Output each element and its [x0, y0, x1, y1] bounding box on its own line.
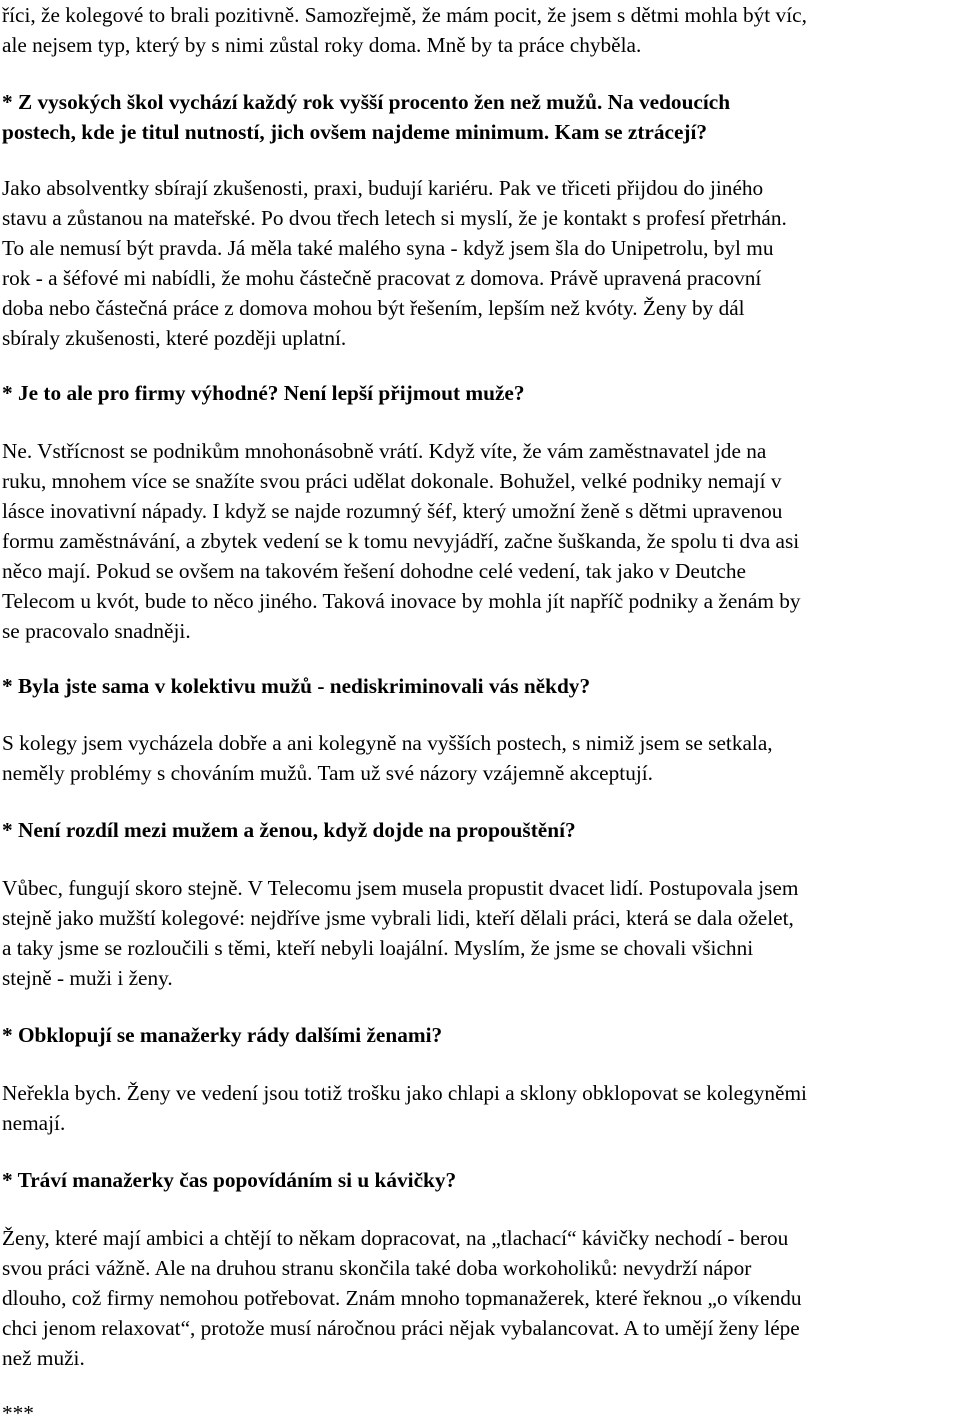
paragraph-intro-line-1: říci, že kolegové to brali pozitivně. Samozřejmě, že mám pocit, že jsem s dětmi mohla být víc, — [2, 3, 807, 27]
answer-1-line-4: rok - a šéfové mi nabídli, že mohu částečně pracovat z domova. Právě upravená pracovní — [2, 266, 762, 290]
answer-5-line-2: nemají. — [2, 1111, 66, 1135]
answer-6-line-3: dlouho, což firmy nemohou potřebovat. Znám mnoho topmanažerek, které řeknou „o víkendu — [2, 1286, 802, 1310]
answer-6-line-2: svou práci vážně. Ale na druhou stranu skončila také doba workoholiků: nevydrží nápor — [2, 1256, 752, 1280]
answer-1-line-1: Jako absolventky sbírají zkušenosti, praxi, budují kariéru. Pak ve třiceti přijdou do jiného — [2, 176, 764, 200]
answer-1-line-2: stavu a zůstanou na mateřské. Po dvou třech letech si myslí, že je kontakt s profesí přetrhán. — [2, 206, 787, 230]
answer-6-line-5: než muži. — [2, 1346, 85, 1370]
answer-2-line-3: lásce inovativní nápady. I když se najde rozumný šéf, který umožní ženě s dětmi upravenou — [2, 499, 783, 523]
question-6: * Tráví manažerky čas popovídáním si u kávičky? — [2, 1168, 457, 1192]
answer-2-line-6: Telecom u kvót, bude to něco jiného. Taková inovace by mohla jít napříč podniky a ženám by — [2, 589, 801, 613]
answer-4-line-4: stejně - muži i ženy. — [2, 966, 173, 990]
question-3: * Byla jste sama v kolektivu mužů - nediskriminovali vás někdy? — [2, 674, 591, 698]
answer-2-line-7: se pracovalo snadněji. — [2, 619, 191, 643]
answer-2-line-5: něco mají. Pokud se ovšem na takovém řešení dohodne celé vedení, tak jako v Deutche — [2, 559, 746, 583]
question-2: * Je to ale pro firmy výhodné? Není lepší přijmout muže? — [2, 381, 525, 405]
answer-6-line-4: chci jenom relaxovat“, protože musí náročnou práci nějak vybalancovat. A to umějí ženy lépe — [2, 1316, 800, 1340]
paragraph-intro-line-2: ale nejsem typ, který by s nimi zůstal roky doma. Mně by ta práce chyběla. — [2, 33, 642, 57]
question-5: * Obklopují se manažerky rády dalšími ženami? — [2, 1023, 443, 1047]
answer-2-line-4: formu zaměstnávání, a zbytek vedení se k tomu nevyjádří, začne šuškanda, že spolu ti dva asi — [2, 529, 800, 553]
answer-1-line-5: doba nebo částečná práce z domova mohou být řešením, lepším než kvóty. Ženy by dál — [2, 296, 745, 320]
answer-2-line-2: ruku, mnohem více se snažíte svou práci udělat dokonale. Bohužel, velké podniky nemají v — [2, 469, 782, 493]
question-4: * Není rozdíl mezi mužem a ženou, když dojde na propouštění? — [2, 818, 576, 842]
question-1-line-1: * Z vysokých škol vychází každý rok vyšší procento žen než mužů. Na vedoucích — [2, 90, 731, 114]
answer-5-line-1: Neřekla bych. Ženy ve vedení jsou totiž trošku jako chlapi a sklony obklopovat se kolegyněmi — [2, 1081, 807, 1105]
text-line — [2, 30, 954, 60]
text-line — [2, 0, 954, 30]
answer-1-line-6: sbíraly zkušenosti, které později uplatní. — [2, 326, 347, 350]
answer-4-line-1: Vůbec, fungují skoro stejně. V Telecomu jsem musela propustit dvacet lidí. Postupovala jsem — [2, 876, 799, 900]
answer-3-line-1: S kolegy jsem vycházela dobře a ani kolegyně na vyšších postech, s nimiž jsem se setkala, — [2, 731, 773, 755]
answer-4-line-2: stejně jako mužští kolegové: nejdříve jsme vybrali lidi, kteří dělali práci, která se dala oželet, — [2, 906, 794, 930]
answer-4-line-3: a taky jsme se rozloučili s těmi, kteří nebyli loajální. Myslím, že jsme se chovali všichni — [2, 936, 754, 960]
answer-6-line-1: Ženy, které mají ambici a chtějí to někam dopracovat, na „tlachací“ kávičky nechodí - berou — [2, 1226, 789, 1250]
question-1-line-2: postech, kde je titul nutností, jich ovšem najdeme minimum. Kam se ztrácejí? — [2, 120, 708, 144]
separator: *** — [2, 1401, 34, 1416]
answer-1-line-3: To ale nemusí být pravda. Já měla také malého syna - když jsem šla do Unipetrolu, byl mu — [2, 236, 774, 260]
answer-3-line-2: neměly problémy s chováním mužů. Tam už své názory vzájemně akceptují. — [2, 761, 654, 785]
answer-2-line-1: Ne. Vstřícnost se podnikům mnohonásobně vrátí. Když víte, že vám zaměstnavatel jde na — [2, 439, 767, 463]
